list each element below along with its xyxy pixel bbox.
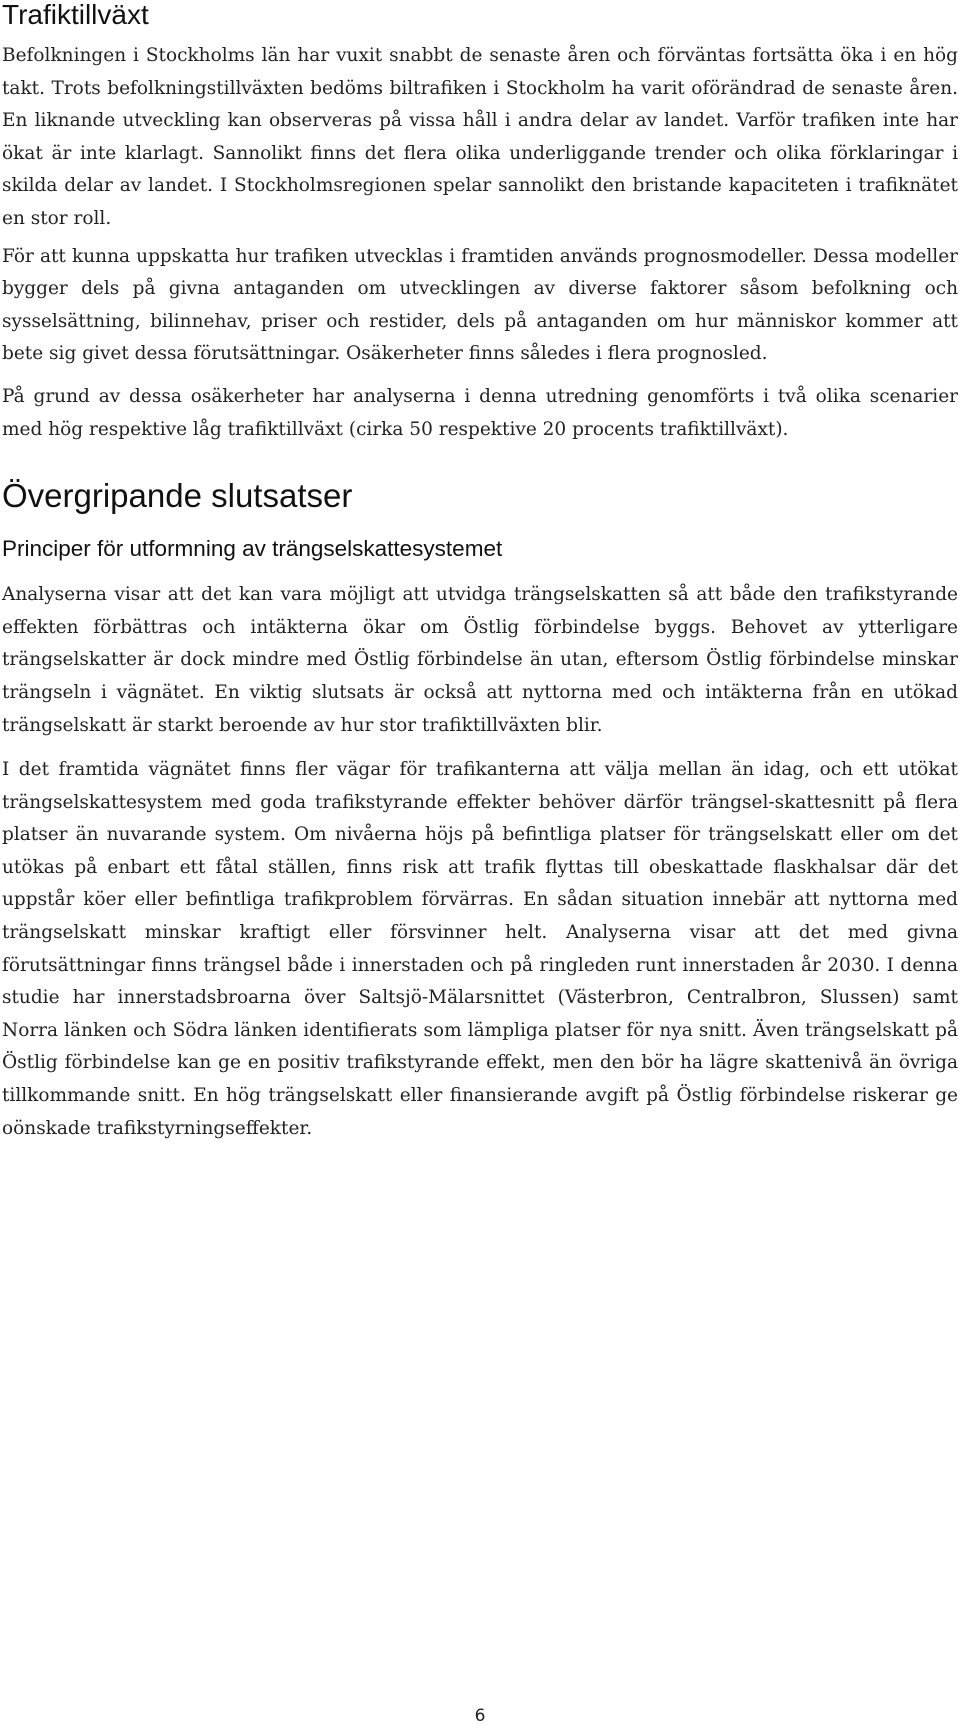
paragraph-future-road-network: I det framtida vägnätet finns fler vägar för trafikanterna att välja mellan än idag, och ett utökat trängselskattesystem med goda trafikstyrande effekter behöver därför trängsel-skattesnitt på flera platser än nuvarande system. Om nivåerna höjs på befintliga platser för trängselskatt eller om det utökas på enbart ett fåtal ställen, finns risk att trafik flyttas till obeskattade flaskhalsar där det uppstår köer eller befintliga trafikproblem förvärras. En sådan situation innebär att nyttorna med trängselskatt minskar kraftigt eller försvinner helt. Analyserna visar att det med givna förutsättningar finns trängsel både i innerstaden och på ringleden runt innerstaden år 2030. I denna studie har innerstadsbroarna över Saltsjö-Mälarsnittet (Västerbron, Centralbron, Slussen) samt Norra länken och Södra länken identifierats som lämpliga platser för nya snitt. Även trängselskatt på Östlig förbindelse kan ge en positiv trafikstyrande effekt, men den bör ha lägre skattenivå än övriga tillkommande snitt. En hög trängselskatt eller finansierande avgift på Östlig förbindelse riskerar ge oönskade trafikstyrningseffekter.	[2, 759, 958, 1139]
section-heading: Trafiktillväxt	[2, 0, 149, 30]
chapter-heading: Övergripande slutsatser	[2, 477, 353, 515]
paragraph-forecast-models: För att kunna uppskatta hur trafiken utvecklas i framtiden används prognosmodeller. Dessa modeller bygger dels på givna antaganden om utvecklingen av diverse faktorer såsom befolkning och sysselsättning, bilinnehav, priser och restider, dels på antaganden om hur människor kommer att bete sig givet dessa förutsättningar. Osäkerheter finns således i flera prognosled.	[2, 245, 958, 365]
paragraph-scenarios: På grund av dessa osäkerheter har analyserna i denna utredning genomförts i två olika scenarier med hög respektive låg trafiktillväxt (cirka 50 respektive 20 procents trafiktillväxt).	[2, 385, 958, 440]
subsection-heading: Principer för utformning av trängselskattesystemet	[2, 536, 503, 562]
paragraph-analysis-results: Analyserna visar att det kan vara möjligt att utvidga trängselskatten så att både den trafikstyrande effekten förbättras och intäkterna ökar om Östlig förbindelse byggs. Behovet av ytterligare trängselskatter är dock mindre med Östlig förbindelse än utan, eftersom Östlig förbindelse minskar trängseln i vägnätet. En viktig slutsats är också att nyttorna med och intäkterna från en utökad trängselskatt är starkt beroende av hur stor trafiktillväxten blir.	[2, 584, 958, 736]
page-number: 6	[474, 1706, 486, 1726]
paragraph-population-growth: Befolkningen i Stockholms län har vuxit snabbt de senaste åren och förväntas fortsätta öka i en hög takt. Trots befolkningstillväxten bedöms biltrafiken i Stockholm ha varit oförändrad de senaste åren. En liknande utveckling kan observeras på vissa håll i andra delar av landet. Varför trafiken inte har ökat är inte klarlagt. Sannolikt finns det flera olika underliggande trender och olika förklaringar i skilda delar av landet. I Stockholmsregionen spelar sannolikt den bristande kapaciteten i trafiknätet en stor roll.	[2, 45, 958, 229]
